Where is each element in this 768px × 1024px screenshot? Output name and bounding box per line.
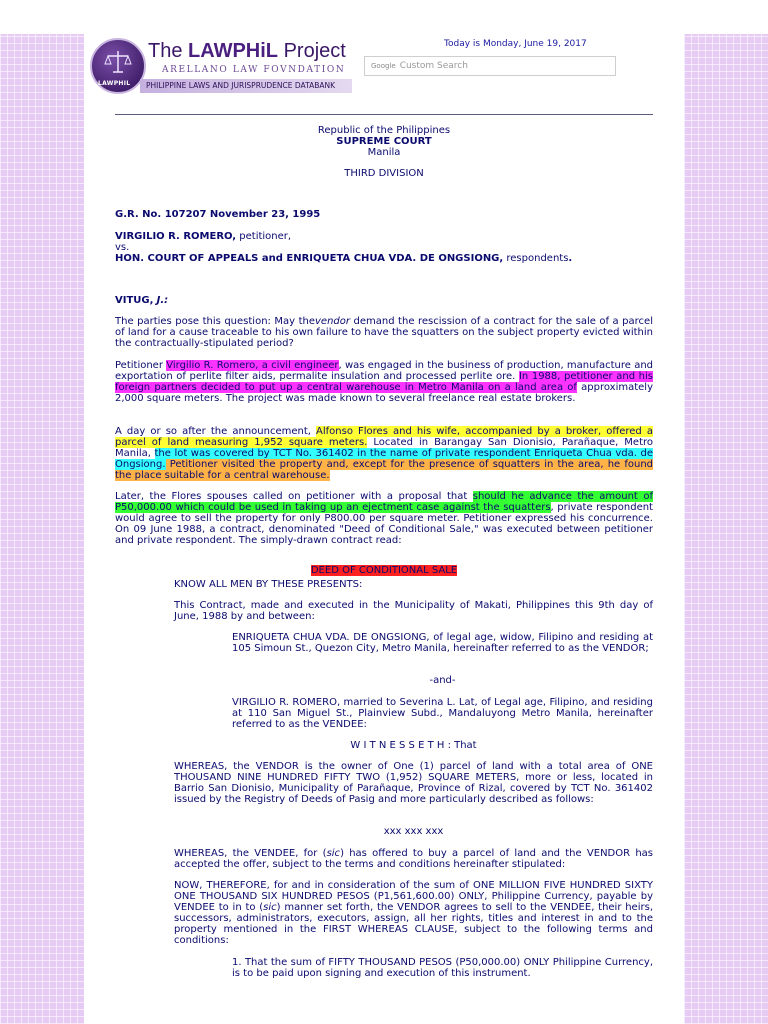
header-divider [115, 114, 653, 115]
case-number: G.R. No. 107207 November 23, 1995 [115, 209, 321, 220]
scales-of-justice-icon [90, 38, 146, 94]
highlight-advance: should he advance the amount of P50,000.00 which could be used in taking up an ejectment case against the squatters [115, 491, 653, 513]
paragraph-announcement: A day or so after the announcement, Alfonso Flores and his wife, accompanied by a broker, offered a parcel of land measuring 1,952 square meters. Located in Barangay San Dionisio, Parañaque, Metro Manila, the lot was covered by TCT No. 361402 in the name of private respondent Enriqueta Chua vda. de Ongsiong. Petitioner visited the property and, except for the presence of squatters in the area, he found the place suitable for a central warehouse. [115, 426, 654, 481]
logo-badge-text: LAWPHIL [98, 80, 131, 87]
deed-whereas-owner: WHEREAS, the VENDOR is the owner of One (1) parcel of land with a total area of ONE THOUSAND NINE HUNDRED FIFTY TWO (1,952) SQUARE METERS, more or less, located in Barrio San Dionisio, Municipality of Parañaque, Province of Rizal, covered by TCT No. 361402 issued by the Registry of Deeds of Pasig and more particularly described as follows: [174, 761, 653, 805]
logo-subtitle: ARELLANO LAW FOVNDATION [162, 65, 346, 75]
petitioner-line: VIRGILIO R. ROMERO, petitioner, [115, 231, 292, 242]
search-placeholder: Custom Search [399, 61, 468, 71]
court-city: Manila [367, 147, 401, 158]
respondent-line: HON. COURT OF APPEALS and ENRIQUETA CHUA VDA. DE ONGSIONG, respondents. [115, 253, 573, 264]
today-date: Today is Monday, June 19, 2017 [444, 39, 587, 49]
deed-preamble: This Contract, made and executed in the Municipality of Makati, Philippines this 9th day of June, 1988 by and between: [174, 600, 653, 622]
highlight-site-visit: Petitioner visited the property and, except for the presence of squatters in the area, he found the place suitable for a central warehouse. [115, 459, 653, 481]
deed-opening: KNOW ALL MEN BY THESE PRESENTS: [174, 579, 363, 590]
logo-title: The LAWPHiL Project [148, 40, 346, 62]
deed-vendee: VIRGILIO R. ROMERO, married to Severina L. Lat, of Legal age, Filipino, and residing at 110 San Miguel St., Plainview Subd., Mandaluyong Metro Manila, hereinafter referred to as the VENDEE: [232, 697, 653, 730]
paragraph-question: The parties pose this question: May thevendor demand the rescission of a contract for the sale of a parcel of land for a cause traceable to his own failure to have the squatters on the subject property evicted within the contractually-stipulated period? [115, 316, 653, 349]
republic-line: Republic of the Philippines [317, 125, 451, 136]
logo-tagline: PHILIPPINE LAWS AND JURISPRUDENCE DATABANK [140, 79, 352, 93]
deed-ellipsis: xxx xxx xxx [383, 826, 444, 837]
ponente: VITUG, J.: [115, 295, 169, 306]
lawphil-logo[interactable] [90, 34, 352, 94]
right-decorative-border [684, 34, 768, 1024]
deed-and: -and- [429, 675, 456, 686]
paragraph-petitioner: Petitioner Virgilio R. Romero, a civil engineer, was engaged in the business of production, manufacture and exportation of perlite filter aids, permalite insulation and processed perlite ore. In 1988, petitioner and his foreign partners decided to put up a central warehouse in Metro Manila on a land area of approximately 2,000 square meters. The project was made known to several freelance real estate brokers. [115, 360, 654, 404]
deed-title: DEED OF CONDITIONAL SALE [310, 565, 458, 576]
versus-label: vs. [115, 242, 130, 253]
highlight-romero: Virgilio R. Romero, a civil engineer [166, 360, 339, 371]
left-decorative-border [0, 34, 84, 1024]
highlight-warehouse: In 1988, petitioner and his foreign partners decided to put up a central warehouse in Metro Manila on a land area of [115, 371, 653, 393]
highlight-tct: the lot was covered by TCT No. 361402 in the name of private respondent Enriqueta Chua vda. de Ongsiong. [115, 448, 653, 470]
paragraph-proposal: Later, the Flores spouses called on petitioner with a proposal that should he advance the amount of P50,000.00 which could be used in taking up an ejectment case against the squatters, private respondent would agree to sell the property for only P800.00 per square meter. Petitioner expressed his concurrence. On 09 June 1988, a contract, denominated "Deed of Conditional Sale," was executed between petitioner and private respondent. The simply-drawn contract read: [115, 491, 653, 546]
search-input[interactable] [364, 56, 616, 76]
court-name: SUPREME COURT [336, 136, 432, 147]
deed-whereas-offer: WHEREAS, the VENDEE, for (sic) has offered to buy a parcel of land and the VENDOR has accepted the offer, subject to the terms and conditions hereinafter stipulated: [174, 848, 653, 870]
deed-term-1: 1. That the sum of FIFTY THOUSAND PESOS (P50,000.00) ONLY Philippine Currency, is to be paid upon signing and execution of this instrument. [232, 957, 653, 979]
deed-consideration: NOW, THEREFORE, for and in consideration of the sum of ONE MILLION FIVE HUNDRED SIXTY ONE THOUSAND SIX HUNDRED PESOS (P1,561,600.00) ONLY, Philippine Currency, payable by VENDEE to in to (sic) manner set forth, the VENDOR agrees to sell to the VENDEE, their heirs, successors, administrators, executors, assign, all her rights, titles and interest in and to the property mentioned in the FIRST WHEREAS CLAUSE, subject to the following terms and conditions: [174, 880, 653, 946]
deed-witnesseth: W I T N E S S E T H : That [350, 740, 477, 751]
highlight-flores-offer: Alfonso Flores and his wife, accompanied by a broker, offered a parcel of land measuring 1,952 square meters. [115, 426, 653, 448]
google-brand-label: Google [371, 62, 396, 70]
deed-vendor: ENRIQUETA CHUA VDA. DE ONGSIONG, of legal age, widow, Filipino and residing at 105 Simoun St., Quezon City, Metro Manila, hereinafter referred to as the VENDOR; [232, 632, 653, 654]
division-label: THIRD DIVISION [344, 168, 424, 179]
